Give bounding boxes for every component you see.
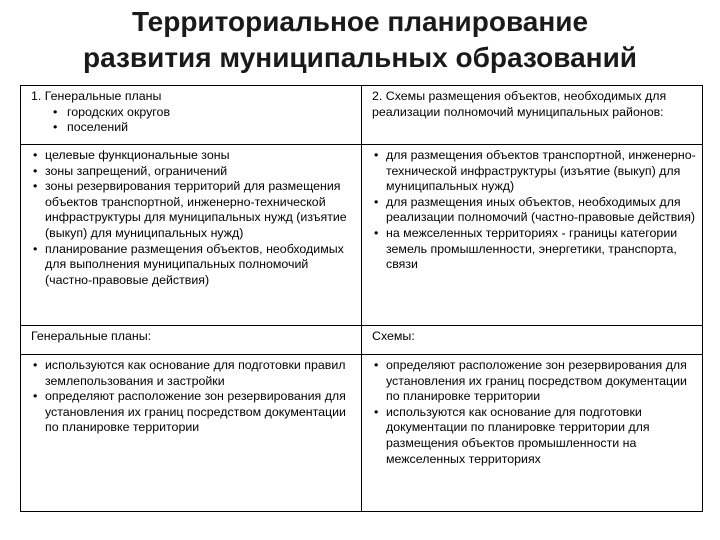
left-heading-cell — [21, 86, 362, 145]
right-content-list — [372, 148, 696, 273]
list-item: • определяют расположение зон резервирования для установления их границ посредством документации по планировке территории — [372, 358, 696, 405]
right-usage-heading: Схемы: — [362, 326, 703, 355]
left-content-cell — [21, 145, 362, 326]
list-item: • планирование размещения объектов, необходимых для выполнения муниципальных полномочий (частно-правовые действия) — [31, 242, 355, 289]
table-row — [21, 86, 703, 145]
list-item: • для размещения объектов транспортной, инженерно-технической инфраструктуры (изъятие (выкуп) для муниципальных нужд) — [372, 148, 696, 195]
left-usage-cell — [21, 355, 362, 512]
table-row — [21, 145, 703, 326]
list-item: • на межселенных территориях - границы категории земель промышленности, энергетики, транспорта, связи — [372, 226, 696, 273]
list-item: • поселений — [31, 120, 355, 136]
list-item: • определяют расположение зон резервирования для установления их границ посредством документации по планировке территории — [31, 389, 355, 436]
right-content-cell — [362, 145, 703, 326]
comparison-table — [20, 85, 703, 512]
list-item: • для размещения иных объектов, необходимых для реализации полномочий (частно-правовые действия) — [372, 195, 696, 226]
right-heading: 2. Схемы размещения объектов, необходимых для реализации полномочий муниципальных районов: — [372, 89, 667, 119]
left-heading: 1. Генеральные планы — [31, 89, 162, 103]
right-heading-cell — [362, 86, 703, 145]
right-usage-list — [372, 358, 696, 467]
left-content-list — [31, 148, 355, 288]
list-item: • зоны запрещений, ограничений — [31, 164, 355, 180]
title-line-1: Территориальное планирование — [131, 6, 589, 37]
title-line-2: развития муниципальных образований — [82, 42, 638, 73]
list-item: • городских округов — [31, 105, 355, 121]
list-item: • используются как основание для подготовки правил землепользования и застройки — [31, 358, 355, 389]
left-sub-list — [31, 105, 355, 136]
left-usage-heading: Генеральные планы: — [21, 326, 362, 355]
left-usage-list — [31, 358, 355, 436]
table-row — [21, 326, 703, 355]
table-row — [21, 355, 703, 512]
list-item: • используются как основание для подготовки документации по планировке территории для размещения объектов промышленности на межселенных территориях — [372, 405, 696, 467]
list-item: • целевые функциональные зоны — [31, 148, 355, 164]
page-title — [0, 4, 720, 76]
right-usage-cell — [362, 355, 703, 512]
list-item: • зоны резервирования территорий для размещения объектов транспортной, инженерно-технической инфраструктуры для муниципальных нужд (изъятие (выкуп) для муниципальных нужд) — [31, 179, 355, 241]
